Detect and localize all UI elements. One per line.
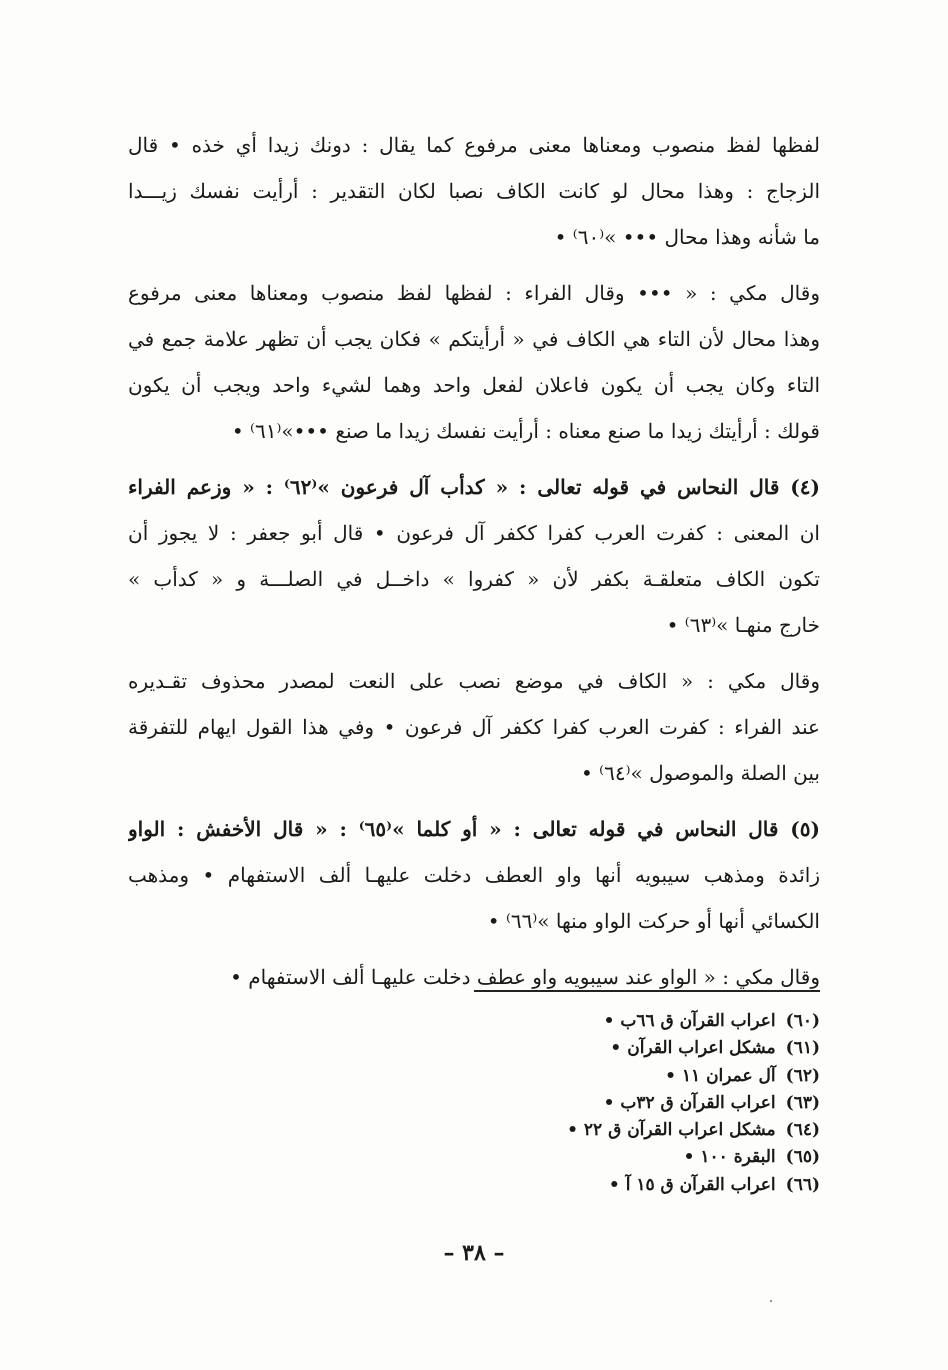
text-line: وقال مكي : « الكاف في موضع نصب على النعت لمصدر محذوف تقـديره (128, 669, 820, 693)
footnote-number: (٦٦) (785, 1174, 820, 1195)
footnote-text: اعراب القرآن ق ١٥ آ • (608, 1174, 776, 1195)
text-line: لفظها لفظ منصوب ومعناها معنى مرفوع كما يقال : دونك زيدا أي خذه • قال (128, 133, 820, 157)
text-line: الكسائي أنها أو حركت الواو منها »⁽٦٦⁾ • (487, 909, 820, 933)
footnote-text: اعراب القرآن ق ٣٢ب • (603, 1092, 776, 1113)
text-line: زائدة ومذهب سيبويه أنها واو العطف دخلت عليهـا ألف الاستفهام • ومذهب (128, 863, 820, 887)
text-line: عند الفراء : كفرت العرب كفرا ككفر آل فرعون • وفي هذا القول ايهام للتفرقة (128, 715, 820, 739)
text-line: خارج منهـا »⁽٦٣⁾ • (666, 613, 820, 637)
paragraph (128, 270, 820, 454)
page-number: – ٣٨ – (443, 1240, 505, 1266)
text-line: ما شأنه وهذا محال ••• »⁽٦٠⁾ • (554, 225, 820, 249)
text-line: قولك : أرأيتك زيدا ما صنع معناه : أرأيت نفسك زيدا ما صنع •••»⁽٦١⁾ • (231, 419, 820, 443)
text-line: الزجاج : وهذا محال لو كانت الكاف نصبا لكان التقدير : أرأيت نفسك زيـــدا (128, 179, 820, 203)
text-line: (٥) قال النحاس في قوله تعالى : « أو كلما »⁽٦٥⁾ : « قال الأخفش : الواو (128, 817, 820, 841)
footnote-text: آل عمران ١١ • (665, 1065, 776, 1086)
main-text (128, 122, 820, 1000)
footnote-item (420, 1090, 820, 1117)
footnote-number: (٦٥) (785, 1147, 820, 1168)
text-line: وهذا محال لأن التاء هي الكاف في « أرأيتكم » فكان يجب أن تظهر علامة جمع في (128, 327, 820, 351)
text-line: بين الصلة والموصول »⁽٦٤⁾ • (581, 761, 820, 785)
paragraph (128, 122, 820, 260)
footnote-text: مشكل اعراب القرآن • (610, 1038, 776, 1059)
footnote-number: (٦٠) (785, 1011, 820, 1031)
footnote-text: اعراب القرآن ق ٦٦ب • (603, 1011, 776, 1031)
footnote-divider (474, 990, 820, 992)
footnote-item (420, 1172, 820, 1199)
footnote-number: (٦٤) (785, 1120, 820, 1141)
footnote-number: (٦٣) (785, 1092, 820, 1113)
text-line: (٤) قال النحاس في قوله تعالى : « كدأب آل فرعون »⁽٦٢⁾ : « وزعم الفراء (128, 475, 820, 499)
text-line: تكون الكاف متعلقـة بكفر لأن « كفروا » داخــل في الصلـــة و « كدأب » (128, 567, 820, 591)
paragraph (128, 464, 820, 648)
text-line: التاء وكان يجب أن يكون فاعلان لفعل واحد وهما لشيء واحد ويجب أن يكون (128, 373, 820, 397)
footnote-item (420, 1063, 820, 1090)
footnote-number: (٦٢) (785, 1065, 820, 1086)
footnote-text: البقرة ١٠٠ • (683, 1147, 776, 1168)
text-line: ان المعنى : كفرت العرب كفرا ككفر آل فرعون • قال أبو جعفر : لا يجوز أن (128, 521, 820, 545)
text-line: وقال مكي : « الواو عند سيبويه واو عطف دخلت عليهـا ألف الاستفهام • (230, 965, 820, 989)
paragraph (128, 658, 820, 796)
paragraph (128, 954, 820, 1000)
scan-speck (770, 1300, 772, 1302)
footnote-item (420, 1035, 820, 1062)
footnotes (420, 1008, 820, 1199)
footnote-item (420, 1008, 820, 1035)
paragraph (128, 806, 820, 944)
footnote-number: (٦١) (785, 1038, 820, 1059)
text-line: وقال مكي : « ••• وقال الفراء : لفظها لفظ منصوب ومعناها معنى مرفوع (128, 281, 820, 305)
footnote-text: مشكل اعراب القرآن ق ٢٢ • (567, 1120, 776, 1141)
footnote-item (420, 1144, 820, 1171)
footnote-item (420, 1117, 820, 1144)
